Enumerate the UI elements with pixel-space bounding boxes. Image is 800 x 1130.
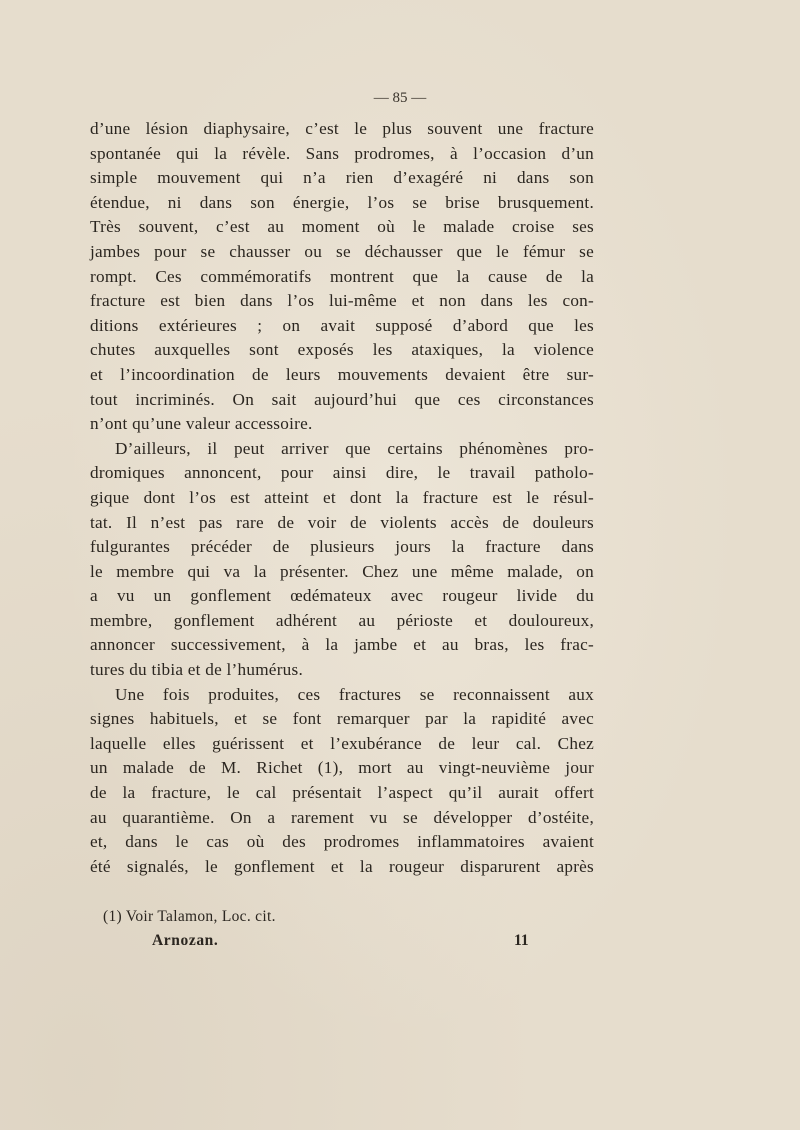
text-line: et, dans le cas où des prodromes inflammatoires avaient (90, 832, 594, 852)
text-line: un malade de M. Richet (1), mort au vingt-neuvième jour (90, 758, 594, 778)
text-line: ditions extérieures ; on avait supposé d’abord que les (90, 315, 594, 335)
text-line: Très souvent, c’est au moment où le malade croise ses (90, 217, 594, 237)
text-line: tures du tibia et de l’humérus. (90, 660, 303, 680)
text-line: D’ailleurs, il peut arriver que certains phénomènes pro- (115, 438, 594, 458)
text-line: été signalés, le gonflement et la rougeur disparurent après (90, 856, 594, 876)
text-line: et l’incoordination de leurs mouvements devaient être sur- (90, 364, 594, 384)
text-line: au quarantième. On a rarement vu se développer d’ostéite, (90, 807, 594, 827)
text-line: simple mouvement qui n’a rien d’exagéré ni dans son (90, 168, 594, 188)
text-line: tat. Il n’est pas rare de voir de violents accès de douleurs (90, 512, 594, 532)
text-line: de la fracture, le cal présentait l’aspect qu’il aurait offert (90, 783, 594, 803)
text-line: fulgurantes précéder de plusieurs jours la fracture dans (90, 537, 594, 557)
text-line: dromiques annoncent, pour ainsi dire, le travail patholo- (90, 463, 594, 483)
text-line: laquelle elles guérissent et l’exubérance de leur cal. Chez (90, 733, 594, 753)
page-number: — 85 — (373, 90, 427, 106)
text-line: tout incriminés. On sait aujourd’hui que ces circonstances (90, 389, 594, 409)
text-line: annoncer successivement, à la jambe et au bras, les frac- (90, 635, 594, 655)
body-text (90, 117, 594, 879)
text-line: membre, gonflement adhérent au périoste et douloureux, (90, 610, 594, 630)
footnote: (1) Voir Talamon, Loc. cit. (103, 908, 276, 925)
text-line: gique dont l’os est atteint et dont la fracture est le résul- (90, 487, 594, 507)
text-line: rompt. Ces commémoratifs montrent que la cause de la (90, 266, 594, 286)
text-line: fracture est bien dans l’os lui-même et non dans les con- (90, 291, 594, 311)
text-line: le membre qui va la présenter. Chez une même malade, on (90, 561, 594, 581)
text-line: a vu un gonflement œdémateux avec rougeur livide du (90, 586, 594, 606)
text-line: chutes auxquelles sont exposés les ataxiques, la violence (90, 340, 594, 360)
signature-sheet-number: 11 (514, 932, 529, 949)
text-line: étendue, ni dans son énergie, l’os se brise brusquement. (90, 192, 594, 212)
text-line: jambes pour se chausser ou se déchausser que le fémur se (90, 241, 594, 261)
text-line: signes habituels, et se font remarquer par la rapidité avec (90, 709, 594, 729)
text-line: n’ont qu’une valeur accessoire. (90, 414, 313, 434)
text-line: spontanée qui la révèle. Sans prodromes, à l’occasion d’un (90, 143, 594, 163)
signature-author: Arnozan. (152, 932, 219, 949)
text-line: Une fois produites, ces fractures se reconnaissent aux (115, 684, 594, 704)
text-line: d’une lésion diaphysaire, c’est le plus souvent une fracture (90, 119, 594, 138)
